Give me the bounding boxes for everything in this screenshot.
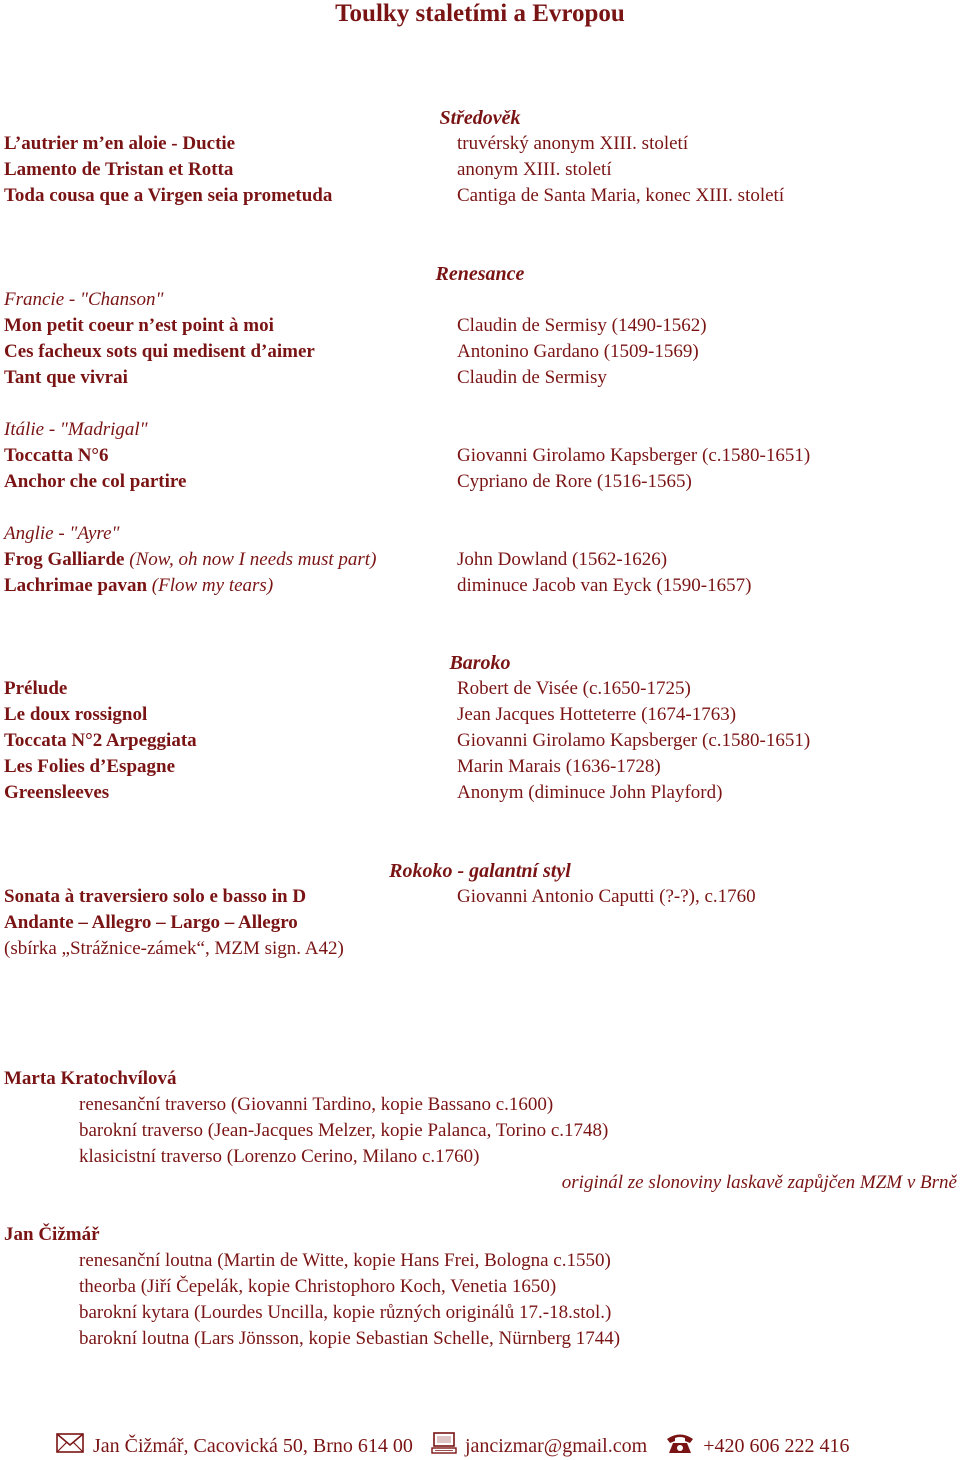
movements: Andante – Allegro – Largo – Allegro	[4, 912, 298, 933]
piece-title: Toda cousa que a Virgen seia prometuda	[4, 185, 333, 206]
piece-title: Les Folies d’Espagne	[4, 756, 176, 777]
instrument-line: barokní kytara (Lourdes Uncilla, kopie různých originálů 17.-18.stol.)	[79, 1302, 612, 1323]
email-link[interactable]: jancizmar@gmail.com	[464, 1434, 648, 1457]
composer: Jean Jacques Hotteterre (1674-1763)	[457, 704, 737, 725]
piece-title: Le doux rossignol	[4, 704, 148, 725]
piece-title: Tant que vivrai	[4, 367, 128, 388]
composer: Anonym (diminuce John Playford)	[457, 782, 723, 803]
section-heading-renesance: Renesance	[435, 263, 525, 285]
section-heading-rokoko: Rokoko - galantní styl	[389, 860, 571, 882]
performer-name: Marta Kratochvílová	[4, 1068, 177, 1089]
address-item	[55, 1432, 413, 1460]
section-heading-baroko: Baroko	[449, 652, 511, 674]
composer: Claudin de Sermisy (1490-1562)	[457, 315, 707, 336]
subsection-label-italie: Itálie - "Madrigal"	[4, 419, 148, 440]
subsection-label-francie: Francie - "Chanson"	[4, 289, 164, 310]
instrument-line: renesanční traverso (Giovanni Tardino, kopie Bassano c.1600)	[79, 1094, 554, 1115]
piece-title: Sonata à traversiero solo e basso in D	[4, 886, 307, 907]
piece-title: Toccata N°2 Arpeggiata	[4, 730, 197, 751]
source-note: (sbírka „Strážnice-zámek“, MZM sign. A42)	[4, 938, 344, 959]
composer: Claudin de Sermisy	[457, 367, 607, 388]
computer-icon	[431, 1432, 465, 1460]
piece-row	[4, 549, 376, 571]
page-title: Toulky staletími a Evropou	[335, 0, 625, 27]
piece-subtitle: (Now, oh now I needs must part)	[129, 549, 377, 570]
piece-title: Lamento de Tristan et Rotta	[4, 159, 234, 180]
piece-title: Mon petit coeur n’est point à moi	[4, 315, 274, 336]
composer: Giovanni Girolamo Kapsberger (c.1580-1651)	[457, 445, 811, 466]
instrument-line: theorba (Jiří Čepelák, kopie Christophoro Koch, Venetia 1650)	[79, 1276, 557, 1297]
phone-text: +420 606 222 416	[703, 1434, 850, 1457]
instrument-line: barokní traverso (Jean-Jacques Melzer, kopie Palanca, Torino c.1748)	[79, 1120, 609, 1141]
composer: Cypriano de Rore (1516-1565)	[457, 471, 692, 492]
address-text: Jan Čižmář, Cacovická 50, Brno 614 00	[93, 1434, 413, 1457]
instrument-line: klasicistní traverso (Lorenzo Cerino, Milano c.1760)	[79, 1146, 480, 1167]
composer: John Dowland (1562-1626)	[457, 549, 668, 570]
telephone-icon	[665, 1432, 703, 1460]
piece-title: Ces facheux sots qui medisent d’aimer	[4, 341, 315, 362]
subsection-label-anglie: Anglie - "Ayre"	[4, 523, 120, 544]
instrument-line: renesanční loutna (Martin de Witte, kopie Hans Frei, Bologna c.1550)	[79, 1250, 611, 1271]
performer-name: Jan Čižmář	[4, 1224, 100, 1245]
envelope-icon	[55, 1432, 93, 1460]
piece-row	[4, 575, 273, 597]
piece-title: Anchor che col partire	[4, 471, 187, 492]
composer: Antonino Gardano (1509-1569)	[457, 341, 699, 362]
instrument-line: barokní loutna (Lars Jönsson, kopie Sebastian Schelle, Nürnberg 1744)	[79, 1328, 621, 1349]
composer: Giovanni Girolamo Kapsberger (c.1580-1651)	[457, 730, 811, 751]
composer: diminuce Jacob van Eyck (1590-1657)	[457, 575, 752, 596]
composer: anonym XIII. století	[457, 159, 612, 180]
composer: truvérský anonym XIII. století	[457, 133, 689, 154]
piece-title: Toccatta N°6	[4, 445, 109, 466]
email-item[interactable]	[431, 1432, 647, 1460]
composer: Giovanni Antonio Caputti (?-?), c.1760	[457, 886, 756, 907]
piece-title: Greensleeves	[4, 782, 110, 803]
piece-title: Prélude	[4, 678, 68, 699]
piece-title: L’autrier m’en aloie - Ductie	[4, 133, 236, 154]
piece-title: Lachrimae pavan	[4, 575, 148, 596]
piece-title: Frog Galliarde	[4, 549, 125, 570]
contact-footer	[55, 1432, 867, 1460]
phone-item	[665, 1432, 849, 1460]
loan-note: originál ze slonoviny laskavě zapůjčen MZM v Brně	[561, 1172, 957, 1193]
section-heading-stredovek: Středověk	[439, 107, 521, 129]
composer: Cantiga de Santa Maria, konec XIII. století	[457, 185, 785, 206]
piece-subtitle: (Flow my tears)	[151, 575, 274, 596]
composer: Marin Marais (1636-1728)	[457, 756, 661, 777]
composer: Robert de Visée (c.1650-1725)	[457, 678, 691, 699]
